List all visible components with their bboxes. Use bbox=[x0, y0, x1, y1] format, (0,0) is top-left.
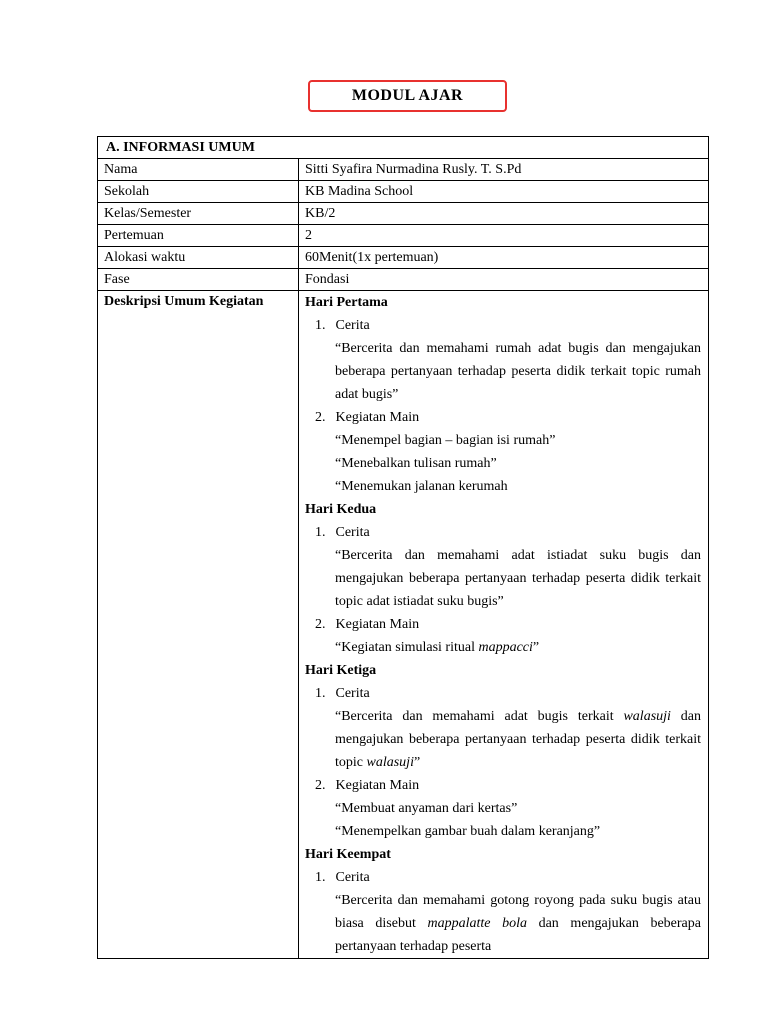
row-label: Nama bbox=[98, 159, 299, 181]
list-item bbox=[305, 613, 702, 636]
table-row bbox=[98, 225, 709, 247]
text-segment: “Kegiatan simulasi ritual bbox=[335, 640, 479, 655]
activity-line: “Menemukan jalanan kerumah bbox=[335, 479, 508, 494]
table-row bbox=[98, 247, 709, 269]
row-label: Sekolah bbox=[98, 181, 299, 203]
list-item bbox=[305, 406, 702, 429]
list-item bbox=[305, 521, 702, 544]
table-row bbox=[98, 203, 709, 225]
item-number: 1. bbox=[315, 686, 326, 701]
day-title: Hari Keempat bbox=[305, 847, 391, 862]
italic-term: walasuji bbox=[366, 755, 414, 770]
activity-line bbox=[305, 636, 702, 659]
row-value: 60Menit(1x pertemuan) bbox=[299, 247, 709, 269]
row-label: Fase bbox=[98, 269, 299, 291]
item-paragraph: “Bercerita dan memahami rumah adat bugis dan mengajukan beberapa pertanyaan terhadap peserta didik terkait topic rumah adat bugis” bbox=[335, 341, 701, 402]
text-segment: ” bbox=[413, 755, 421, 770]
item-label: Cerita bbox=[335, 686, 370, 701]
item-number: 2. bbox=[315, 617, 326, 632]
item-number: 1. bbox=[315, 525, 326, 540]
item-number: 2. bbox=[315, 410, 326, 425]
description-content bbox=[299, 291, 709, 959]
item-label: Cerita bbox=[335, 318, 370, 333]
item-paragraph: “Bercerita dan memahami adat istiadat suku bugis dan mengajukan beberapa pertanyaan terhadap peserta didik terkait topic adat istiadat suku bugis” bbox=[335, 548, 701, 609]
item-number: 1. bbox=[315, 318, 326, 333]
description-label: Deskripsi Umum Kegiatan bbox=[98, 291, 299, 959]
section-row bbox=[98, 137, 709, 159]
row-label: Alokasi waktu bbox=[98, 247, 299, 269]
text-segment: dan mengajukan beberapa pertanyaan terhadap peserta bbox=[335, 916, 701, 954]
row-label: Pertemuan bbox=[98, 225, 299, 247]
item-label: Kegiatan Main bbox=[335, 410, 420, 425]
table-row bbox=[98, 269, 709, 291]
row-value: Sitti Syafira Nurmadina Rusly. T. S.Pd bbox=[299, 159, 709, 181]
activity-line: “Menempelkan gambar buah dalam keranjang” bbox=[335, 824, 601, 839]
list-item bbox=[305, 314, 702, 337]
item-paragraph bbox=[305, 705, 702, 774]
row-label: Kelas/Semester bbox=[98, 203, 299, 225]
table-row bbox=[98, 159, 709, 181]
item-label: Kegiatan Main bbox=[335, 617, 420, 632]
title-text: MODUL AJAR bbox=[351, 87, 464, 104]
description-row bbox=[98, 291, 709, 959]
day-title: Hari Ketiga bbox=[305, 663, 377, 678]
table-row bbox=[98, 181, 709, 203]
text-segment: dan mengajukan beberapa pertanyaan terhadap peserta didik terkait topic bbox=[335, 709, 702, 770]
item-label: Kegiatan Main bbox=[335, 778, 420, 793]
italic-term: mappacci bbox=[478, 640, 533, 655]
text-segment: “Bercerita dan memahami adat bugis terkait bbox=[335, 709, 624, 724]
row-value: 2 bbox=[299, 225, 709, 247]
activity-line: “Membuat anyaman dari kertas” bbox=[335, 801, 518, 816]
list-item bbox=[305, 866, 702, 889]
row-value: KB/2 bbox=[299, 203, 709, 225]
item-number: 1. bbox=[315, 870, 326, 885]
item-paragraph bbox=[305, 889, 702, 958]
row-value: KB Madina School bbox=[299, 181, 709, 203]
list-item bbox=[305, 774, 702, 797]
list-item bbox=[305, 682, 702, 705]
item-number: 2. bbox=[315, 778, 326, 793]
day-title: Hari Pertama bbox=[305, 295, 388, 310]
text-segment: ” bbox=[532, 640, 540, 655]
activity-line: “Menempel bagian – bagian isi rumah” bbox=[335, 433, 556, 448]
section-heading: A. INFORMASI UMUM bbox=[98, 137, 709, 159]
row-value: Fondasi bbox=[299, 269, 709, 291]
italic-term: mappalatte bola bbox=[427, 916, 527, 931]
day-title: Hari Kedua bbox=[305, 502, 377, 517]
activity-line: “Menebalkan tulisan rumah” bbox=[335, 456, 497, 471]
document-title bbox=[308, 80, 507, 112]
item-label: Cerita bbox=[335, 870, 370, 885]
item-label: Cerita bbox=[335, 525, 370, 540]
italic-term: walasuji bbox=[623, 709, 671, 724]
text-segment: “Bercerita dan memahami gotong royong pada suku bugis atau biasa disebut bbox=[335, 893, 701, 931]
info-table bbox=[97, 136, 709, 959]
